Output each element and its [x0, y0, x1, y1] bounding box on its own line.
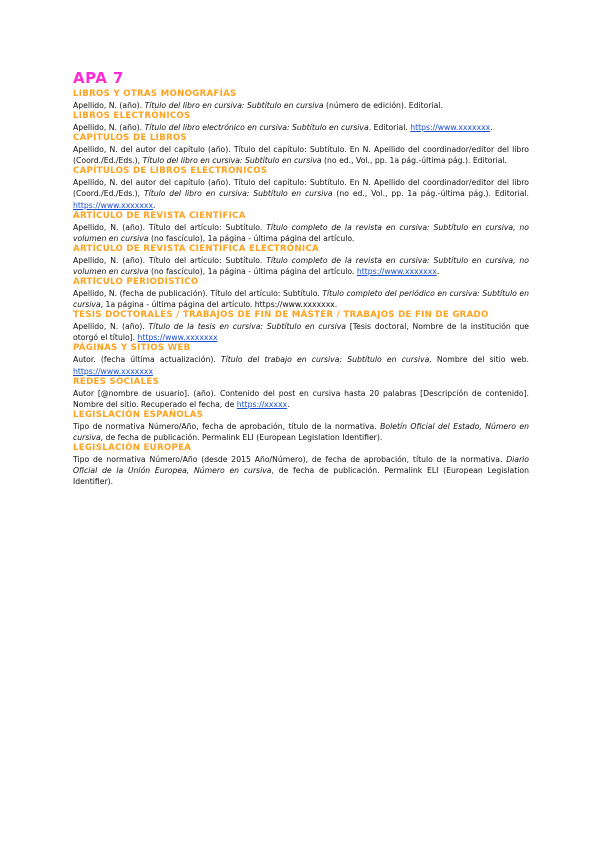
italic-text: Título completo de la revista en cursiva: Subtítulo en cursiva, no volumen en cursiva [73, 255, 530, 276]
italic-text: Título del trabajo en cursiva: Subtítulo en cursiva [220, 355, 430, 365]
entry-text: Apellido, N. (año). [73, 322, 149, 332]
reference-link[interactable]: https://www.xxxxxxx [356, 266, 437, 276]
italic-text: Título del libro en cursiva: Subtítulo en cursiva [144, 101, 324, 110]
entry-text: , de fecha de publicación. Permalink ELI (European Legislation Identifier). [100, 432, 383, 442]
section-heading: LEGISLACIÓN EUROPEA [73, 442, 192, 453]
italic-text: Título del libro en cursiva: Subtítulo en cursiva [142, 156, 322, 166]
reference-link[interactable]: https://www.xxxxxxx [73, 200, 154, 210]
reference-entry [73, 354, 529, 376]
entry-text: Tipo de normativa Número/Año (desde 2015 Año/Número), de fecha de aprobación, título de la normativa. [73, 454, 507, 464]
italic-text: Título completo del periódico en cursiva: Subtítulo en cursiva [73, 289, 530, 310]
italic-text: Título completo de la revista en cursiva: Subtítulo en cursiva, no volumen en cursiva [73, 222, 530, 243]
entry-text: (no fascículo), 1a página - última página del artículo. [148, 266, 357, 276]
reference-sections [73, 89, 529, 487]
entry-text: Tipo de normativa Número/Año, fecha de aprobación, título de la normativa. [73, 421, 381, 431]
section-heading: LIBROS ELECTRÓNICOS [73, 111, 191, 122]
entry-text: . [287, 399, 290, 409]
reference-entry [73, 454, 529, 487]
section-heading: LEGISLACIÓN ESPAÑOLAS [73, 409, 204, 420]
entry-text: . Nombre del sitio web. [429, 355, 529, 365]
entry-text: Apellido, N. (año). Título del artículo: Subtítulo. [73, 255, 267, 265]
section-heading: ARTÍCULO DE REVISTA CIENTÍFICA [73, 210, 246, 221]
entry-text: . [490, 123, 493, 133]
entry-text: Apellido, N. del autor del capítulo (año). Título del capítulo: Subtítulo. En N. Apellido del coordinador/editor del libro (Coord./Ed./Eds.), [73, 145, 529, 166]
entry-text: . Editorial. [368, 123, 411, 133]
document-page [73, 70, 529, 487]
italic-text: Título del libro electrónico en cursiva: Subtítulo en cursiva [144, 123, 369, 133]
italic-text: Título del libro en cursiva: Subtítulo en cursiva [143, 189, 333, 199]
reference-entry [73, 144, 529, 166]
reference-entry [73, 421, 529, 443]
reference-entry [73, 388, 529, 410]
entry-text: Apellido, N. (año). Título del artículo: Subtítulo. [73, 222, 267, 232]
italic-text: Título de la tesis en cursiva: Subtítulo en cursiva [148, 322, 347, 332]
entry-text: , 1a página - última página del artículo. https://www.xxxxxxx. [100, 300, 338, 310]
entry-text: Apellido, N. (año). [73, 101, 145, 110]
section-heading: PÁGINAS Y SITIOS WEB [73, 343, 191, 354]
reference-link[interactable]: https://xxxxx [236, 399, 288, 409]
entry-text: Apellido, N. (año). [73, 123, 145, 133]
entry-text: Apellido, N. (fecha de publicación). Título del artículo: Subtítulo. [73, 289, 323, 299]
section-heading: LIBROS Y OTRAS MONOGRAFÍAS [73, 89, 237, 99]
reference-entry [73, 122, 529, 133]
section-heading: TESIS DOCTORALES / TRABAJOS DE FIN DE MÁSTER / TRABAJOS DE FIN DE GRADO [73, 310, 489, 321]
entry-text: (no ed., Vol., pp. 1a pág.-última pág.). Editorial. [332, 189, 529, 199]
reference-entry [73, 100, 529, 111]
reference-link[interactable]: https://www.xxxxxxx [73, 366, 154, 376]
entry-text: Autor. (fecha última actualización). [73, 355, 221, 365]
section-heading: CAPÍTULOS DE LIBROS [73, 133, 187, 144]
reference-link[interactable]: https://www.xxxxxxx [410, 123, 491, 133]
italic-text: Boletín Oficial del Estado, Número en cursiva [73, 421, 529, 442]
reference-link[interactable]: https://www.xxxxxxx [137, 333, 218, 343]
reference-entry [73, 321, 529, 343]
section-heading: CAPÍTULOS DE LIBROS ELECTRÓNICOS [73, 166, 268, 177]
section-heading: REDES SOCIALES [73, 376, 160, 387]
entry-text: [Tesis doctoral, Nombre de la institución que otorgó el título]. [73, 322, 529, 343]
page-title: APA 7 [73, 69, 124, 87]
entry-text: Autor [@nombre de usuario]. (año). Contenido del post en cursiva hasta 20 palabras [Descripción de contenido]. Nombre del sitio. Recuperado el fecha, de [73, 388, 529, 409]
reference-entry [73, 288, 529, 310]
section-heading: ARTÍCULO PERIODÍSTICO [73, 277, 199, 288]
entry-text: (no ed., Vol., pp. 1a pág.-última pág.). Editorial. [321, 156, 508, 166]
reference-entry [73, 222, 529, 244]
section-heading: ARTÍCULO DE REVISTA CIENTÍFICA ELECTRÓNICA [73, 243, 319, 254]
italic-text: Diario Oficial de la Unión Europea, Número en cursiva [73, 454, 529, 476]
entry-text: , de fecha de publicación. Permalink ELI (European Legislation Identifier). [73, 466, 529, 487]
entry-text: (no fascículo), 1a página - última página del artículo. [148, 233, 355, 243]
entry-text: . [436, 266, 440, 276]
entry-text: . [153, 200, 156, 210]
entry-text: Apellido, N. del autor del capítulo (año). Título del capítulo: Subtítulo. En N. Apellido del coordinador/editor del libro (Coord./Ed./Eds.), [73, 178, 529, 199]
reference-entry [73, 177, 529, 210]
reference-entry [73, 255, 529, 277]
entry-text: (número de edición). Editorial. [323, 101, 443, 110]
